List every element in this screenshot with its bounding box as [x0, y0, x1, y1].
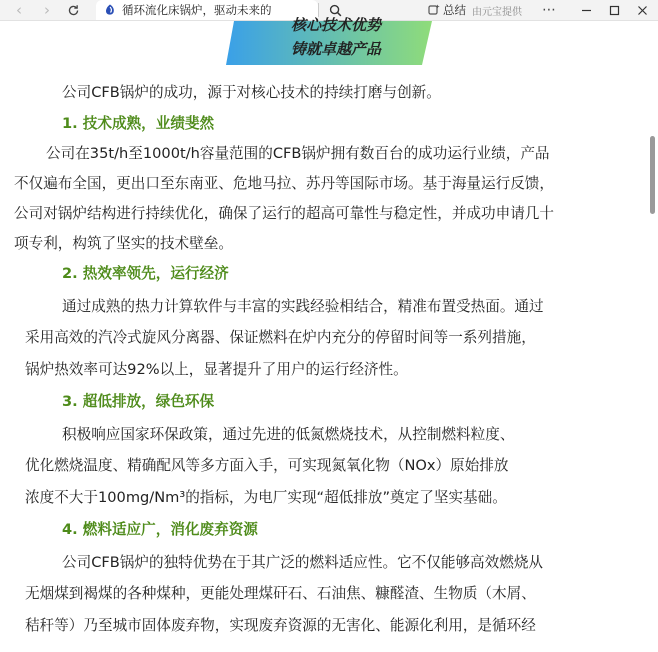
- paragraph-line: 优化燃烧温度、精确配风等多方面入手，可实现氮氧化物（NOx）原始排放: [25, 457, 509, 474]
- chevron-right-icon: ›: [44, 1, 50, 19]
- paragraph-line: 公司CFB锅炉的独特优势在于其广泛的燃料适应性。它不仅能够高效燃烧从: [62, 554, 544, 571]
- summary-label: 总结: [443, 3, 466, 17]
- site-favicon-icon: [104, 4, 116, 16]
- section-heading: 4. 燃料适应广，消化废弃资源: [62, 521, 258, 538]
- paragraph-line: 采用高效的汽冷式旋风分离器、保证燃料在炉内充分的停留时间等一系列措施，: [25, 329, 536, 346]
- paragraph-line: 通过成熟的热力计算软件与丰富的实践经验相结合，精准布置受热面。通过: [62, 298, 544, 315]
- article-intro: 公司CFB锅炉的成功，源于对核心技术的持续打磨与创新。: [62, 84, 441, 101]
- paragraph-line: 积极响应国家环保政策，通过先进的低氮燃烧技术，从控制燃料粒度、: [62, 426, 515, 443]
- reload-icon: [67, 4, 80, 17]
- reload-button[interactable]: [62, 0, 84, 20]
- section-heading: 3. 超低排放，绿色环保: [62, 393, 215, 410]
- more-icon: ⋯: [542, 2, 556, 18]
- paragraph-line: 不仅遍布全国，更出口至东南亚、危地马拉、苏丹等国际市场。基于海量运行反馈，: [14, 175, 554, 192]
- summary-provider: 由元宝提供: [472, 6, 522, 18]
- paragraph-line: 公司在35t/h至1000t/h容量范围的CFB锅炉拥有数百台的成功运行业绩，产品: [46, 145, 550, 162]
- section-banner: [226, 16, 432, 65]
- paragraph-line: 浓度不大于100mg/Nm³的指标，为电厂实现“超低排放”奠定了坚实基础。: [25, 489, 507, 506]
- paragraph-line: 无烟煤到褐煤的各种煤种，更能处理煤矸石、石油焦、糠醛渣、生物质（木屑、: [25, 585, 536, 602]
- summary-button[interactable]: [428, 0, 522, 20]
- forward-button[interactable]: [36, 0, 58, 20]
- back-button[interactable]: [8, 0, 30, 20]
- section-heading: 1. 技术成熟，业绩斐然: [62, 115, 215, 132]
- chevron-left-icon: ‹: [16, 1, 22, 19]
- banner-title-line1: 核心技术优势: [290, 16, 381, 34]
- banner-title-line2: 铸就卓越产品: [290, 40, 381, 58]
- scrollbar-thumb[interactable]: [650, 136, 655, 214]
- section-heading: 2. 热效率领先，运行经济: [62, 265, 229, 282]
- maximize-button[interactable]: [600, 0, 628, 20]
- more-options-button[interactable]: [538, 0, 560, 20]
- maximize-icon: [609, 5, 620, 16]
- minimize-button[interactable]: [572, 0, 600, 20]
- paragraph-line: 项专利，构筑了坚实的技术壁垒。: [14, 235, 233, 252]
- summary-sparkle-icon: [428, 4, 440, 16]
- tab-title: 循环流化床锅炉，驱动未来的: [122, 3, 272, 17]
- paragraph-line: 秸秆等）乃至城市固体废弃物，实现废弃资源的无害化、能源化利用，是循环经: [25, 617, 536, 634]
- close-button[interactable]: [628, 0, 656, 20]
- close-icon: [637, 5, 648, 16]
- minimize-icon: [581, 5, 592, 16]
- paragraph-line: 公司对锅炉结构进行持续优化，确保了运行的超高可靠性与稳定性，并成功申请几十: [14, 205, 554, 222]
- paragraph-line: 锅炉热效率可达92%以上，显著提升了用户的运行经济性。: [25, 361, 408, 378]
